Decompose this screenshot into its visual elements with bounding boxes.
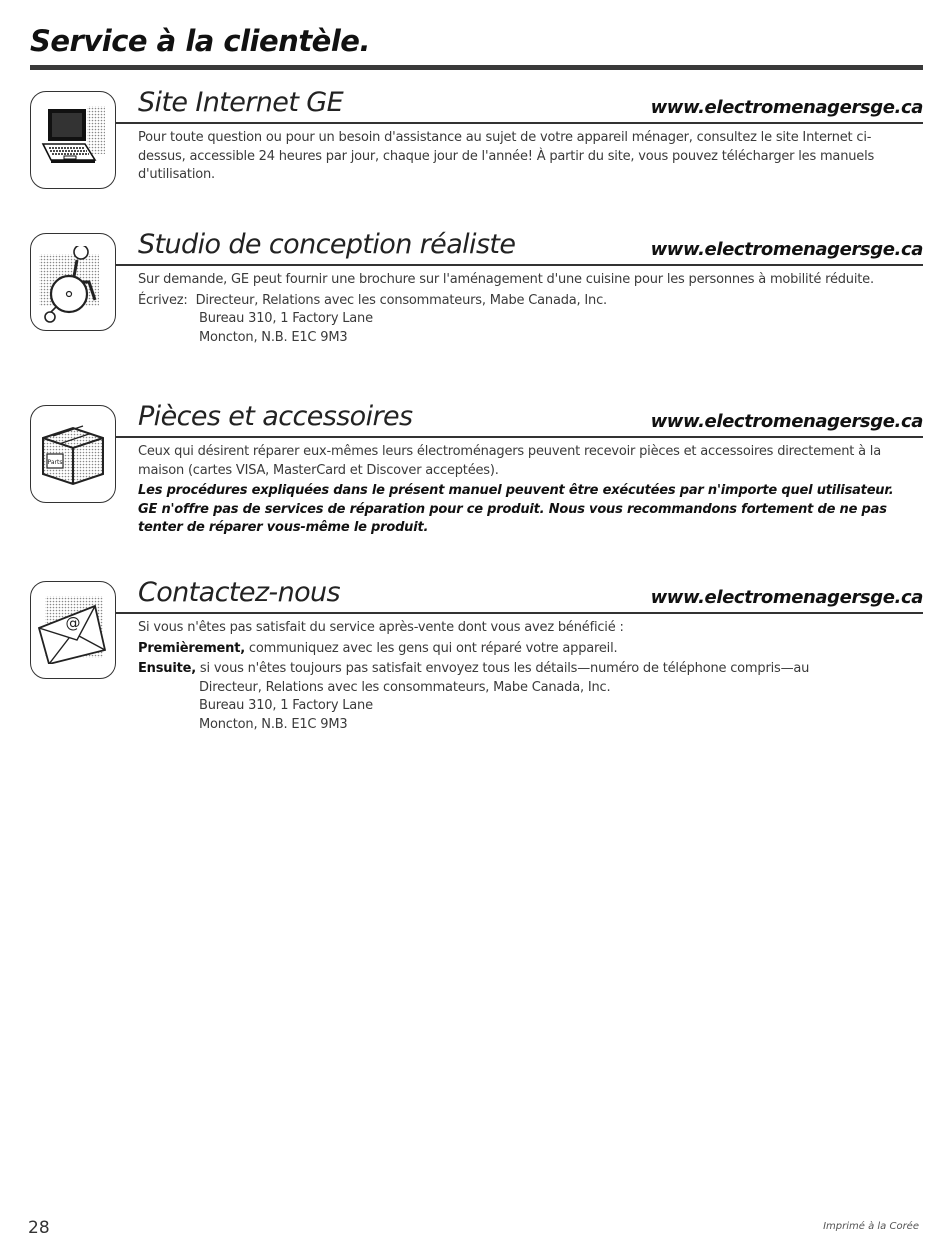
address-line: Directeur, Relations avec les consommateurs, Mabe Canada, Inc. (195, 292, 607, 308)
section-paragraph: Ceux qui désirent réparer eux-mêmes leurs électroménagers peuvent recevoir pièces et accessoires directement à la maison (cartes VISA, MasterCard et Discover acceptées). (138, 444, 881, 478)
section-contactez-nous (30, 577, 923, 761)
section-body (138, 443, 908, 538)
section-title: Studio de conception réaliste (138, 229, 516, 260)
laptop-icon (30, 91, 116, 189)
section-divider (116, 436, 923, 438)
address-line: Directeur, Relations avec les consommateurs, Mabe Canada, Inc. (199, 679, 611, 695)
section-divider (116, 612, 923, 614)
section-paragraph: Si vous n'êtes pas satisfait du service après-vente dont vous avez bénéficié : (138, 620, 624, 635)
section-title: Contactez-nous (138, 577, 340, 608)
first-step-text: communiquez avec les gens qui ont réparé votre appareil. (244, 640, 618, 656)
section-pieces-accessoires (30, 401, 923, 555)
section-site-internet (30, 87, 923, 201)
then-step-text: si vous n'êtes toujours pas satisfait envoyez tous les détails—numéro de téléphone compris—au (195, 661, 810, 677)
section-body (138, 129, 908, 185)
footer-note: Imprimé à la Corée (823, 1221, 919, 1232)
website-link[interactable]: www.electromenagersge.ca (650, 587, 923, 608)
envelope-at-icon (30, 581, 116, 679)
then-step (138, 660, 908, 734)
website-link[interactable]: www.electromenagersge.ca (650, 97, 923, 118)
section-body (138, 619, 908, 735)
first-step (138, 640, 908, 659)
section-divider (116, 264, 923, 266)
section-studio-conception (30, 229, 923, 383)
address-line: Moncton, N.B. E1C 9M3 (199, 329, 348, 345)
then-step-lead: Ensuite, (138, 661, 196, 677)
section-title: Site Internet GE (138, 87, 344, 118)
section-paragraph: Sur demande, GE peut fournir une brochure sur l'aménagement d'une cuisine pour les personnes à mobilité réduite. (138, 272, 874, 287)
title-divider (30, 65, 923, 70)
svg-text:@: @ (65, 614, 81, 632)
website-link[interactable]: www.electromenagersge.ca (650, 239, 923, 260)
wheelchair-icon (30, 233, 116, 331)
address-line: Moncton, N.B. E1C 9M3 (199, 716, 348, 732)
section-title: Pièces et accessoires (138, 401, 413, 432)
first-step-lead: Premièrement, (138, 640, 245, 656)
address-line: Bureau 310, 1 Factory Lane (199, 311, 373, 327)
section-divider (116, 122, 923, 124)
parts-label: Parts (47, 459, 63, 466)
page-number: 28 (28, 1218, 50, 1238)
page-title: Service à la clientèle. (30, 24, 370, 58)
address-line: Bureau 310, 1 Factory Lane (199, 698, 373, 714)
write-label: Écrivez: (138, 292, 188, 308)
parts-box-icon (30, 405, 116, 503)
mailing-address (138, 292, 908, 348)
section-body (138, 271, 908, 347)
section-paragraph: Pour toute question ou pour un besoin d'assistance au sujet de votre appareil ménager, consultez le site Internet ci-dessus, accessible 24 heures par jour, chaque jour de l'année! À partir du site, vous pouvez télécharger les manuels d'utilisation. (138, 130, 875, 183)
warning-text: Les procédures expliquées dans le présent manuel peuvent être exécutées par n'importe quel utilisateur. GE n'offre pas de services de réparation pour ce produit. Nous vous recommandons fortement de ne pas tenter de réparer vous-même le produit. (138, 483, 894, 536)
website-link[interactable]: www.electromenagersge.ca (650, 411, 923, 432)
